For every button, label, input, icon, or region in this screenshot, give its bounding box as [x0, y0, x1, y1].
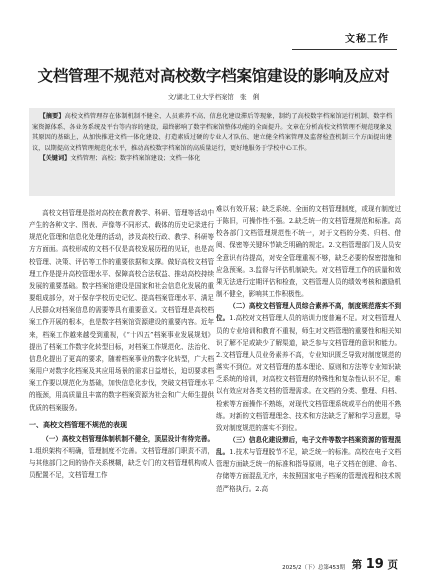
subsection-3-heading: （三）信息化建设滞后，电子文件等数字档案资源的管理混乱。: [216, 435, 401, 457]
subsection-2-paragraph: [216, 300, 401, 434]
author-line: 文/湖北工业大学档案馆 张 俐: [167, 93, 260, 101]
subsection-3-text: 1.技术与管理脱节不足，缺乏统一的标准。高校在电子文档管理方面缺乏统一的标准和指导原则，电子文档在创建、命名、存储等方面混乱无序，未按照国家电子档案的管理流程和技术规范严格执行。2.高: [216, 448, 401, 493]
abstract-text: 高校文档管理存在体制机制不健全、人员素养不高、信息化建设滞后等现象，制约了高校数字档案馆运行机制、数字档案资源体系、各业务系统及平台等内容的建设，最终影响了数字档案馆整体功能的全面提升。文章在分析高校文档管理不规范现象及其原因的基础上，从加快推进文档一体化建设、打造素质过硬的专业人才队伍、建立健全档案管理及监督检查机制三个方面提出建议，以期提高文档管理规范化水平，推动高校数字档案馆的高质量运行，更好地服务于学校中心工作。: [32, 113, 393, 152]
abstract-label: 【摘要】: [39, 113, 65, 120]
left-column: [29, 207, 214, 481]
article-title: 文档管理不规范对高校数字档案馆建设的影响及应对: [37, 67, 390, 85]
subsection-2-heading: （二）高校文档管理人员综合素养不高，制度规范落实不到位。: [216, 302, 401, 323]
abstract-box: [29, 108, 395, 196]
page-suffix: 页: [387, 559, 398, 571]
intro-paragraph: 高校文档管理是指对高校在教育教学、科研、管理等活动中产生的各种文字、图表、声像等不同形式、载体的历史记录进行规范化管理和信息化处理的活动，涉及高校行政、教学、科研等方方面面。高校形成的文档不仅是高校发展历程的见证，也是高校管理、决策、评估等工作的重要依据和支撑。做好高校文档管理工作是提升高校管理水平、保障高校合法权益、推动高校持续发展的重要基础。数字档案馆建设是国家和社会信息化发展的重要组成部分，对于保存学校历史记忆、提高档案管理水平、满足人民群众对档案信息的需要等具有重要意义。文档管理是高校档案工作开展的根本，也是数字档案馆资源建设的重要内容。近年来，档案工作越来越受到重视，《“十四五”档案事业发展规划》提出了档案工作数字化转型目标，对档案工作规范化、法治化、信息化提出了更高的要求，随着档案事业的数字化转型，广大档案用户对数字化档案及其应用场景的需求日益增长，迫切要求档案工作要以规范化为基础，加快信息化步伐，突破文档管理水平的瓶颈，用高质量且丰富的数字档案资源为社会和广大师生提供优质的档案服务。: [29, 209, 214, 412]
page-prefix: 第: [351, 559, 363, 571]
subsection-1-text: 1.组织架构不明确，管理制度不完善。文档管理部门职责不清，与其他部门之间的协作关系模糊，缺乏专门的文档管理机构或人员配置不足，文档管理工作: [29, 446, 214, 480]
column-tag: 文秘工作: [345, 34, 389, 45]
continued-paragraph: 难以有效开展；缺乏系统、全面的文档管理制度，或现有制度过于陈旧，可操作性不强。2.缺乏统一的文档管理规范和标准。高校各部门文档管理规范性不统一，对于文档的分类、归档、借阅、保密等关键环节缺乏明确的规定。2.文档管理部门及人员安全意识有待提高，对安全管理重视不够，缺乏必要的保密措施和应急预案。3.监督与评估机制缺失。对文档管理工作的质量和效果无法进行定期评估和检查，文档管理人员的绩效考核和激励机制不健全，影响其工作积极性。: [216, 205, 401, 299]
header-divider: [292, 49, 397, 50]
keywords-paragraph: [32, 154, 392, 165]
subsection-2-text: 1.高校对文档管理人员的培训力度普遍不足。对文档管理人员的专业培训和教育不重视，师生对文档管理的重要性和相关知识了解不足或缺少了解渠道，缺乏参与文档管理的意识和能力。2.文档管理人员业务素养不高，专业知识匮乏导致对制度规范的落实不到位。对文档管理的基本理论、原则和方法等专业知识缺乏系统的培训，对高校文档管理的特殊性和复杂性认识不足，难以有效应对各类文档的管理需求。在文档的分类、整理、归档、检索等方面操作不熟练，对现代文档管理系统或平台的使用不熟练。对新的文档管理理念、技术和方法缺乏了解和学习意愿，导致对制度规范的落实不到位。: [216, 314, 401, 432]
keywords-text: 文档管理；高校；数字档案馆建设；文档一体化: [70, 155, 201, 163]
page-number: 19: [365, 557, 384, 572]
issue-info: 2025/2（下）总第453期: [282, 565, 345, 571]
keywords-label: 【关键词】: [39, 155, 71, 163]
section-heading-1: 一、高校文档管理不规范的表现: [29, 420, 127, 429]
abstract-paragraph: [32, 112, 392, 154]
subsection-1-paragraph: [29, 433, 214, 482]
right-column: [216, 203, 401, 495]
page-number-label: [352, 557, 398, 572]
subsection-3-paragraph: [216, 434, 401, 495]
subsection-1-heading: （一）高校文档管理体制机制不健全，顶层设计有待完善。: [42, 434, 214, 443]
